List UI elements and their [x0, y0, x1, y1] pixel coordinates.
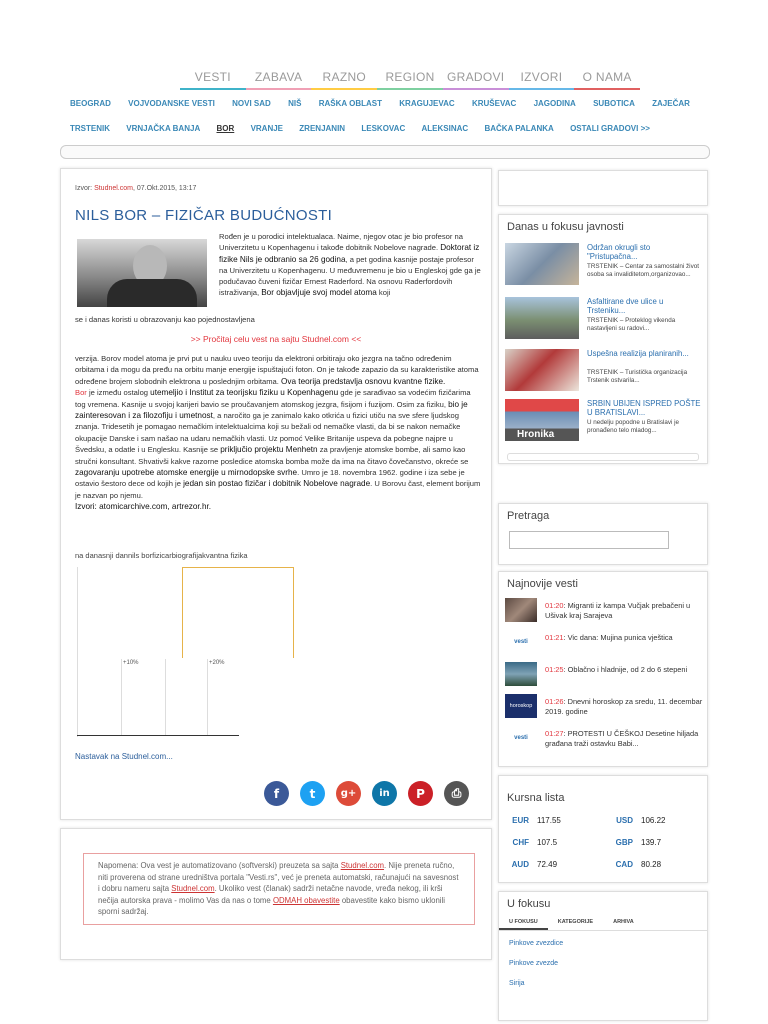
- chart-label-10: +10%: [123, 660, 139, 666]
- focus-item-title[interactable]: Uspešna realizija planiranih...: [587, 349, 689, 358]
- chart-baseline: [77, 735, 239, 736]
- rate-value: 139.7: [641, 838, 662, 847]
- latest-time: 01:27: [545, 729, 564, 738]
- vesti-logo: vesti: [514, 735, 528, 741]
- latest-item[interactable]: [505, 726, 701, 754]
- latest-text[interactable]: : Oblačno i hladnije, od 2 do 6 stepeni: [563, 665, 688, 674]
- body-p2c: , a naročito ga je zanimalo kako otkrića u fizici utiču na sve sfere ljudskog znanja. Tridesetih je pomagao nemačkim intelektualcima koji su bežali od nemačke vlasti, da bi se nakon nemačke okupacije Danske i sam našao na udaru nemačkih vlasti. Uz pomoć Velike Britanije uspeva da pobegne najpre u Švedsku, a odatle i u Englesku. Kasnije se: [75, 411, 461, 455]
- city-link-beograd[interactable]: BEOGRAD: [70, 99, 111, 108]
- latest-thumb: [505, 662, 537, 686]
- article-title: NILS BOR – FIZIČAR BUDUĆNOSTI: [75, 207, 333, 224]
- body-p2f: . U Borovu čast, element borijum je nazvan po njemu.: [75, 479, 481, 500]
- note-text-4: obavestite kako bismo uklonili sporni sadržaj.: [98, 895, 445, 916]
- u-fokusu-item[interactable]: Pinkove zvezdice: [509, 940, 564, 947]
- city-link-subotica[interactable]: SUBOTICA: [593, 99, 635, 108]
- latest-text[interactable]: : Dnevni horoskop za sredu, 11. decembar 2019. godine: [545, 697, 703, 716]
- rate-code: CAD: [615, 860, 633, 869]
- continue-link[interactable]: Nastavak na Studnel.com...: [75, 752, 173, 761]
- rate-code: AUD: [511, 860, 529, 869]
- body-p2b: gde je sarađivao sa vodećim fizičarima tog vremena. Kasnije u svojoj karijeri bavio se proučavanjem atomskog jezgra, fisijom i fuzijom. Osim za fiziku,: [75, 388, 471, 409]
- city-links-row-2: [70, 124, 650, 133]
- meta-source-link[interactable]: Studnel.com: [94, 185, 133, 192]
- chart-label-20: +20%: [209, 660, 225, 666]
- nav-tab-vesti[interactable]: VESTI: [180, 70, 246, 90]
- intro-text-2: , a pet godina kasnije postaje profesor na Univerzitetu u Kopenhagenu. U međuvremenu je bio u Engleskoj gde ga je podučavao čuveni fizičar Ernest Raderford. Na osnovu Raderfordovih istraživanja,: [219, 254, 481, 298]
- tab-u-fokusu[interactable]: U FOKUSU: [499, 914, 548, 930]
- latest-text[interactable]: : PROTESTI U ČEŠKOJ Desetine hiljada građana traži ostavku Babi...: [545, 729, 699, 748]
- nav-tab-region[interactable]: REGION: [377, 70, 443, 90]
- body-p2a: je između ostalog: [86, 388, 151, 398]
- embedded-chart-image: [77, 567, 293, 737]
- city-link-ostali-gradovi[interactable]: OSTALI GRADOVI >>: [570, 124, 650, 133]
- note-text-2: . Nije preneta ručno, niti proverena od strane uredništva portala "Vesti.rs", već je preneta automatski, računajući na savesnost i dobru nameru sajta: [98, 861, 459, 893]
- horoskop-logo: horoskop: [505, 694, 537, 718]
- latest-item[interactable]: [505, 630, 701, 658]
- body-highlight-1: utemeljio i Institut za teorijsku fiziku u Kopenhagenu: [150, 388, 339, 398]
- body-highlight-4: zagovaranju upotrebe atomske energije u mirnodopske svrhe: [75, 468, 298, 478]
- body-p2d: za pravljenje atomske bombe, ali samo kao stručni konsultant. Shvativši kakve razorne posledice atomska bomba može da ima na čitavo čovečanstvo, okreće se: [75, 445, 469, 466]
- city-link-nis[interactable]: NIŠ: [288, 99, 302, 108]
- focus-thumb: [505, 243, 579, 285]
- focus-item[interactable]: [505, 243, 701, 287]
- focus-item[interactable]: [505, 297, 701, 341]
- intro-tail: se i danas koristi u obrazovanju kao pojednostavljena: [75, 315, 255, 324]
- nav-tab-gradovi[interactable]: GRADOVI: [443, 70, 509, 90]
- intro-text-1: Rođen je u porodici intelektualaca. Naime, njegov otac je bio profesor na Univerzitetu u Kopenhagenu i takođe dobitnik Nobelove nagrade.: [219, 232, 463, 253]
- linkedin-icon[interactable]: in: [372, 781, 397, 806]
- rate-code: GBP: [615, 838, 633, 847]
- article-panel: [60, 168, 492, 820]
- article-tags: na danasnji dannils borfizicarbiografijakvantna fizika: [75, 551, 248, 560]
- share-buttons: [264, 781, 469, 806]
- disclaimer-panel: [60, 828, 492, 960]
- body-p1-highlight: Ova teorija predstavlja osnovu kvantne fizike.: [281, 376, 446, 386]
- chart-gridline: [207, 659, 208, 735]
- latest-text[interactable]: : Vic dana: Mujina punica vještica: [563, 633, 673, 642]
- focus-item-desc: TRSTENIK – Proteklog vikenda nastavljeni su radovi...: [587, 317, 676, 332]
- intro-highlight-1: Doktorat iz fizike Nils je odbranio sa 26 godina: [219, 243, 480, 264]
- u-fokusu-tabs: [499, 914, 707, 931]
- rate-code: CHF: [512, 838, 529, 847]
- rate-value: 106.22: [641, 816, 666, 825]
- article-photo: [77, 239, 207, 307]
- search-title: Pretraga: [507, 510, 550, 522]
- note-link-report[interactable]: ODMAH obavestite: [272, 895, 340, 905]
- latest-text[interactable]: : Migranti iz kampa Vučjak prebačeni u Ušivak kraj Sarajeva: [545, 601, 691, 620]
- latest-title: Najnovije vesti: [507, 578, 578, 590]
- latest-item[interactable]: [505, 598, 701, 626]
- focus-item[interactable]: [505, 349, 701, 393]
- focus-scroll-bar[interactable]: [507, 453, 699, 461]
- article-meta: [75, 185, 196, 192]
- rate-aud: [499, 860, 557, 869]
- focus-panel: [498, 214, 708, 464]
- chart-gridline: [121, 659, 122, 735]
- note-text-1: Napomena: Ova vest je automatizovano (softverski) preuzeta sa sajta: [98, 861, 341, 870]
- rate-cad: [603, 860, 661, 869]
- city-link-vrnjacka-banja[interactable]: VRNJAČKA BANJA: [126, 124, 201, 133]
- meta-prefix: Izvor:: [75, 185, 95, 192]
- chart-gridline: [165, 659, 166, 735]
- city-link-leskovac[interactable]: LESKOVAC: [361, 124, 406, 133]
- rate-code: EUR: [512, 816, 529, 825]
- city-link-vojvodanske-vesti[interactable]: VOJVODANSKE VESTI: [128, 99, 215, 108]
- vesti-logo: vesti: [514, 639, 528, 645]
- focus-item-title[interactable]: Održan okrugli sto "Pristupačna...: [587, 243, 651, 261]
- meta-date: , 07.Okt.2015, 13:17: [132, 185, 197, 192]
- rate-value: 72.49: [537, 860, 558, 869]
- read-more-link[interactable]: >> Pročitaj celu vest na sajtu Studnel.com <<: [190, 334, 362, 344]
- intro-text-3: koji: [376, 288, 391, 298]
- body-highlight-5: jedan sin postao fizičar i dobitnik Nobelove nagrade: [183, 479, 371, 489]
- u-fokusu-title: U fokusu: [507, 898, 551, 910]
- note-link-studnel-2[interactable]: Studnel.com: [171, 884, 215, 893]
- rate-chf: [499, 838, 557, 847]
- latest-time: 01:21: [545, 633, 564, 642]
- search-panel: [498, 503, 708, 565]
- focus-item-title[interactable]: Asfaltirane dve ulice u Trsteniku...: [587, 297, 664, 315]
- rates-title: Kursna lista: [507, 792, 565, 804]
- thumb-caption: Hronika: [517, 429, 555, 440]
- article-intro: [219, 231, 481, 299]
- photo-portrait-body: [107, 279, 197, 307]
- rate-usd: [603, 816, 665, 825]
- note-link-studnel-1[interactable]: Studnel.com: [340, 861, 385, 870]
- rates-panel: [498, 775, 708, 883]
- nav-tab-zabava[interactable]: ZABAVA: [246, 70, 312, 90]
- latest-item[interactable]: [505, 694, 701, 722]
- focus-item-desc: TRSTENIK – Turistička organizacija Trstenik ostvarila...: [587, 369, 688, 384]
- latest-time: 01:26: [545, 697, 564, 706]
- body-highlight-2: bio je zainteresovan i za filozofiju i umetnost: [75, 399, 468, 421]
- note-text-3: . Ukoliko vest (članak) sadrži netačne navode, vređa nekog, ili krši nečija autorska prava - molimo Vas da nas o tome: [98, 884, 443, 905]
- latest-thumb: [505, 598, 537, 622]
- focus-thumb: [505, 399, 579, 441]
- focus-item-desc: U nedelju popodne u Bratislavi je pronađeno telo mladog...: [587, 419, 680, 434]
- print-icon[interactable]: ⎙: [444, 781, 469, 806]
- u-fokusu-panel: [498, 891, 708, 1021]
- article-body: [75, 353, 481, 513]
- city-link-aleksinac[interactable]: ALEKSINAC: [421, 124, 469, 133]
- u-fokusu-item[interactable]: Sirija: [509, 980, 525, 987]
- banner-bar: [60, 145, 710, 159]
- body-highlight-3: priključio projektu Menhetn: [220, 445, 318, 455]
- body-bor: Bor: [75, 388, 87, 398]
- chart-highlight-box: [182, 567, 294, 658]
- body-p2e: . Umro je 18. novembra 1962. godine i iza sebe je ostavio šestoro dece od kojih je: [75, 468, 465, 489]
- focus-thumb: [505, 349, 579, 391]
- city-links-row-1: [70, 99, 690, 108]
- city-link-krusevac[interactable]: KRUŠEVAC: [471, 99, 517, 108]
- rate-gbp: [603, 838, 661, 847]
- city-link-zajecar[interactable]: ZAJEČAR: [652, 99, 690, 108]
- body-p1: verzija. Borov model atoma je prvi put u nauku uveo teoriju da elektroni orbitiraju oko jezgra na tačno određenim orbitama i da mogu da pređu na orbitu manje energije ispuštajući foton. On je takođe zapazio da su karakteristike atoma određene brojem slobodnih elektrona u poslednjim orbitama.: [75, 354, 479, 386]
- main-nav: [180, 70, 640, 90]
- rate-eur: [499, 816, 561, 825]
- focus-title: Danas u fokusu javnosti: [507, 221, 624, 233]
- search-input[interactable]: [509, 531, 669, 549]
- twitter-icon[interactable]: t: [300, 781, 325, 806]
- latest-news-panel: [498, 571, 708, 767]
- sidebar-ad-slot: [498, 170, 708, 206]
- rate-value: 117.55: [537, 816, 561, 825]
- facebook-icon[interactable]: f: [264, 781, 289, 806]
- pinterest-icon[interactable]: P: [408, 781, 433, 806]
- latest-time: 01:20: [545, 601, 564, 610]
- google-plus-icon[interactable]: g+: [336, 781, 361, 806]
- city-link-trstenik[interactable]: TRSTENIK: [70, 124, 110, 133]
- nav-tab-razno[interactable]: RAZNO: [311, 70, 377, 90]
- intro-highlight-2: Bor objavljuje svoj model atoma: [261, 288, 377, 298]
- focus-item-title[interactable]: SRBIN UBIJEN ISPRED POŠTE U BRATISLAVI...: [587, 399, 701, 417]
- focus-item[interactable]: [505, 399, 701, 443]
- focus-thumb: [505, 297, 579, 339]
- u-fokusu-item[interactable]: Pinkove zvezde: [509, 960, 559, 967]
- nav-tab-izvori[interactable]: IZVORI: [509, 70, 575, 90]
- rate-value: 107.5: [537, 838, 558, 847]
- latest-item[interactable]: [505, 662, 701, 690]
- rate-code: USD: [616, 816, 633, 825]
- city-link-backa-palanka[interactable]: BAČKA PALANKA: [484, 124, 554, 133]
- latest-time: 01:25: [545, 665, 564, 674]
- rate-value: 80.28: [641, 860, 662, 869]
- city-link-raska-oblast[interactable]: RAŠKA OBLAST: [318, 99, 382, 108]
- city-link-jagodina[interactable]: JAGODINA: [533, 99, 576, 108]
- city-link-vranje[interactable]: VRANJE: [250, 124, 284, 133]
- tab-arhiva[interactable]: ARHIVA: [613, 919, 634, 925]
- focus-item-desc: TRSTENIK – Centar za samostalni život osoba sa invaliditetom,organizovao...: [587, 263, 699, 278]
- city-link-zrenjanin[interactable]: ZRENJANIN: [299, 124, 346, 133]
- city-link-kragujevac[interactable]: KRAGUJEVAC: [399, 99, 455, 108]
- nav-tab-o-nama[interactable]: O NAMA: [574, 70, 640, 90]
- city-link-novi-sad[interactable]: NOVI SAD: [232, 99, 271, 108]
- tab-kategorije[interactable]: KATEGORIJE: [557, 919, 594, 925]
- disclaimer-note: [83, 853, 475, 925]
- body-sources: Izvori: atomicarchive.com, artrezor.hr.: [75, 502, 212, 512]
- city-link-bor[interactable]: BOR: [216, 124, 235, 133]
